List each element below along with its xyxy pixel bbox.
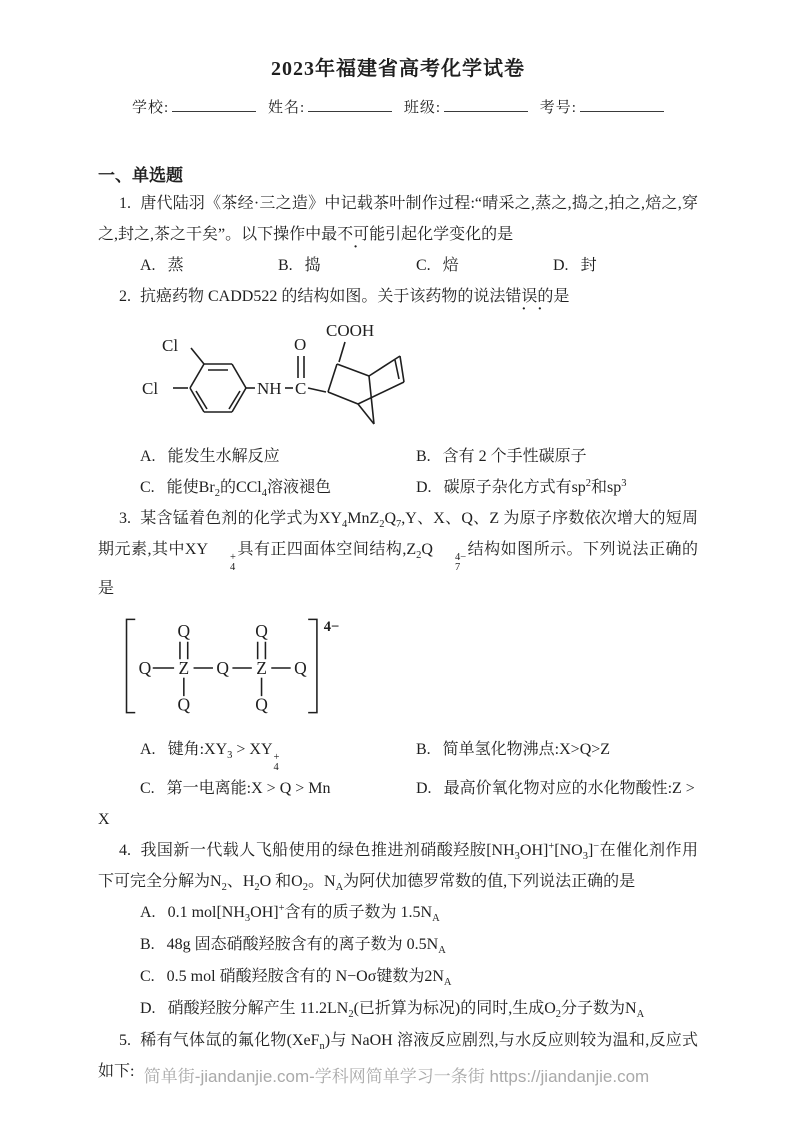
q3-option-b	[416, 734, 610, 773]
q2-text: 抗癌药物 CADD522 的结构如图。关于该药物的说法错误的是	[140, 288, 570, 305]
option-key: D.	[553, 257, 569, 274]
q3-options-row2	[140, 773, 698, 804]
option-text: 最高价氧化物对应的水化物酸性:Z >	[443, 780, 695, 797]
option-text: 含有 2 个手性碳原子	[442, 448, 587, 465]
option-key: C.	[140, 479, 155, 496]
option-key: D.	[416, 479, 432, 496]
name-blank	[308, 98, 392, 112]
option-text: 简单氢化物沸点:X>Q>Z	[442, 741, 611, 758]
q4-number: 4.	[119, 842, 131, 859]
q3-option-d-continuation: X	[98, 811, 110, 828]
q4-option-c	[140, 961, 698, 993]
examno-blank	[580, 98, 664, 112]
option-key: A.	[140, 741, 156, 758]
q4-stem	[98, 835, 698, 897]
option-key: B.	[416, 741, 431, 758]
q2-number: 2.	[119, 288, 131, 305]
atom-label-q: Q	[216, 657, 229, 678]
option-key: C.	[140, 780, 155, 797]
carbonyl-double-bond	[298, 356, 304, 378]
q3-option-c	[140, 773, 416, 804]
option-text: 键角$:XY_3$ > XY + 4	[167, 741, 280, 773]
q2-option-a	[140, 441, 416, 472]
q3-number: 3.	[119, 510, 131, 527]
atom-label-q: Q	[255, 694, 268, 715]
atom-label-o: O	[294, 335, 307, 354]
atom-label-q: Q	[255, 620, 268, 641]
norbornene-ring	[328, 342, 404, 424]
option-key: B.	[416, 448, 431, 465]
option-key: A.	[140, 904, 156, 921]
q2-structure-diagram	[138, 314, 698, 441]
q4-text: 我国新一代载人飞船使用的绿色推进剂硝酸羟胺$[NH_3OH]^+[NO_3]^-$在催化剂作用下可完全分解为$N_2$、$H_2O$ 和$O_2$。$N_A$为阿伏加德罗常数的值,下列说法正确的是	[98, 841, 698, 893]
option-key: A.	[140, 257, 156, 274]
q5-text: 稀有气体氙的氟化物(XeF$_n$)与 NaOH 溶液反应剧烈,与水反应则较为温和,反应式如下:	[98, 1032, 698, 1080]
class-label: 班级:	[403, 100, 442, 116]
option-text: 硝酸羟胺分解产生 $11.2LN_2$(已折算为标况)的同时,生成$O_2$分子数为$N_A$	[167, 1000, 645, 1020]
option-key: B.	[278, 257, 293, 274]
examno-label: 考号:	[539, 100, 577, 116]
option-key: C.	[140, 968, 155, 985]
q2-option-d	[416, 472, 627, 503]
atom-label-z: Z	[178, 657, 190, 678]
name-label: 姓名:	[267, 100, 306, 116]
z2q7-anion-drawing	[110, 606, 382, 728]
q2-options-row2	[140, 472, 698, 503]
q2-stem	[98, 281, 698, 312]
q1-text: 唐代陆羽《茶经·三之造》中记载茶叶制作过程:“晴采之,蒸之,捣之,拍之,焙之,穿之,封之,茶之干矣”。以下操作中最不可能引起化学变化的是	[98, 195, 698, 243]
q3-stem	[98, 503, 698, 604]
bond-c-ring	[308, 388, 326, 392]
option-key: D.	[140, 1000, 156, 1017]
benzene-ring	[190, 364, 246, 412]
q4-option-b	[140, 929, 698, 961]
option-key: C.	[416, 257, 431, 274]
q3-options-row1	[140, 734, 698, 773]
right-bracket	[308, 619, 317, 712]
q3-option-a	[140, 734, 416, 773]
option-text: 能发生水解反应	[167, 448, 280, 465]
option-text: 焙	[442, 257, 459, 274]
q3-structure-diagram	[110, 606, 698, 730]
q1-stem	[98, 188, 698, 250]
option-text: 0.1 $mol[NH_3OH]^+$含有的质子数为 $1.5N_A$	[167, 903, 440, 924]
option-text: 捣	[304, 257, 321, 274]
q3-option-d	[416, 773, 695, 804]
student-info-line	[98, 98, 698, 118]
cadd522-structure-drawing	[138, 314, 438, 439]
option-text: 第一电离能:X > Q > Mn	[166, 780, 331, 797]
class-blank	[444, 98, 528, 112]
q1-option-b	[278, 250, 416, 281]
q4-option-d	[140, 993, 698, 1025]
group-label-cooh: COOH	[326, 321, 375, 340]
atom-label-q: Q	[177, 694, 191, 715]
q1-number: 1.	[119, 195, 131, 212]
atom-label-q: Q	[138, 657, 152, 678]
school-label: 学校:	[132, 100, 170, 116]
atom-label-nh: NH	[257, 379, 282, 398]
option-key: D.	[416, 780, 432, 797]
atom-label-q: Q	[177, 620, 191, 641]
left-bracket	[127, 619, 136, 712]
q1-option-c	[416, 250, 553, 281]
q4-option-a	[140, 897, 698, 929]
q1-option-a	[140, 250, 278, 281]
option-key: B.	[140, 936, 155, 953]
option-key: A.	[140, 448, 156, 465]
school-blank	[172, 98, 256, 112]
atom-label-cl-top: Cl	[162, 336, 179, 355]
q1-option-d	[553, 250, 597, 281]
atom-label-z: Z	[256, 657, 267, 678]
q3-text: 某含锰着色剂的化学式为$XY_4MnZ_2Q_7,Y$、X、Q、Z 为原子序数依次增大的短周期元素,其中XY + 4 具有正四面体空间结构$,Z_2Q$ 4− 7 结构如图所示。下列说法正确的是	[98, 510, 698, 597]
q5-number: 5.	[119, 1032, 131, 1049]
q2-option-c	[140, 472, 416, 503]
option-text: 48g 固态硝酸羟胺含有的离子数为 $0.5N_A$	[166, 936, 446, 956]
page-title: 2023年福建省高考化学试卷	[271, 58, 525, 80]
watermark-footer: 简单街-jiandanjie.com-学科网简单学习一条街 https://jiandanjie.com	[143, 1067, 650, 1086]
q1-options	[140, 250, 698, 281]
option-text: 能使$Br_2$的CCl$_4$溶液褪色	[166, 479, 331, 499]
charge-label: 4−	[323, 619, 340, 636]
option-text: 蒸	[167, 257, 184, 274]
q2-option-b	[416, 441, 587, 472]
q2-options-row1	[140, 441, 698, 472]
atom-label-q: Q	[294, 657, 307, 678]
option-text: 封	[580, 257, 597, 274]
atom-label-c: C	[295, 379, 307, 398]
atom-label-cl-left: Cl	[142, 379, 159, 398]
option-text: 碳原子杂化方式有$sp^2$和$sp^3$	[443, 478, 627, 496]
section-heading: 一、单选题	[98, 166, 183, 185]
option-text: 0.5 mol 硝酸羟胺含有的 N−Oσ键数为$2N_A$	[166, 968, 452, 988]
